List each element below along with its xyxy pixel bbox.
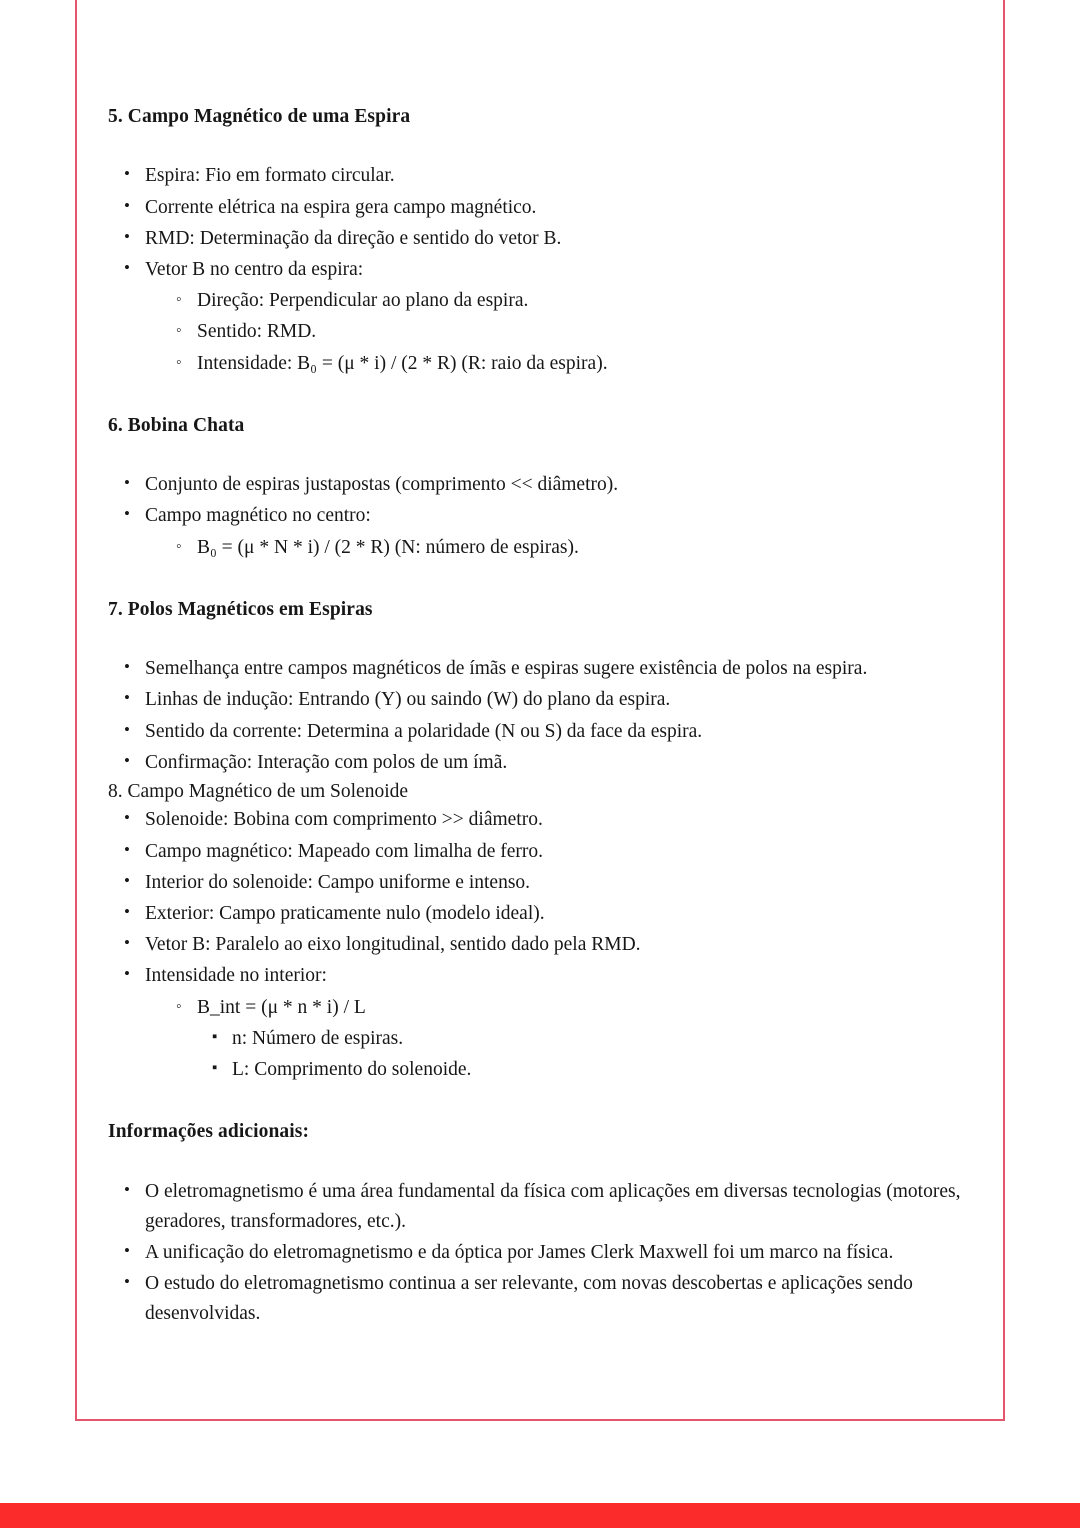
list-item: • Vetor B no centro da espira: [108, 255, 973, 285]
list-item: • Campo magnético: Mapeado com limalha de ferro. [108, 837, 973, 867]
bottom-red-bar [0, 1503, 1080, 1528]
list-item: ◦ Sentido: RMD. [162, 317, 973, 347]
section-8-subsublist [198, 1024, 973, 1085]
list-item: ▪ n: Número de espiras. [198, 1024, 973, 1054]
list-item: • Confirmação: Interação com polos de um ímã. [108, 748, 973, 778]
document-content [108, 104, 973, 1331]
section-8-sublist [162, 993, 973, 1086]
spacer [108, 439, 973, 470]
section-8-list [108, 805, 973, 1085]
list-item: • RMD: Determinação da direção e sentido do vetor B. [108, 224, 973, 254]
section-heading-6: 6. Bobina Chata [108, 414, 245, 436]
section-7-list [108, 654, 973, 778]
list-item: ◦ Direção: Perpendicular ao plano da espira. [162, 286, 973, 316]
list-item: • O estudo do eletromagnetismo continua a ser relevante, com novas descobertas e aplicações sendo desenvolvidas. [108, 1269, 965, 1329]
spacer [108, 1086, 973, 1119]
list-item: • Sentido da corrente: Determina a polaridade (N ou S) da face da espira. [108, 717, 973, 747]
section-6-list [108, 470, 973, 563]
section-heading-additional-info: Informações adicionais: [108, 1121, 310, 1143]
list-item-formula: ◦ B_int = (μ * n * i) / L [162, 993, 973, 1023]
spacer [108, 130, 973, 161]
list-item: • Semelhança entre campos magnéticos de ímãs e espiras sugere existência de polos na espira. [108, 654, 965, 684]
section-heading-7: 7. Polos Magnéticos em Espiras [108, 598, 373, 620]
spacer [108, 1146, 973, 1177]
list-item: • A unificação do eletromagnetismo e da óptica por James Clerk Maxwell foi um marco na física. [108, 1238, 973, 1268]
list-item: • Espira: Fio em formato circular. [108, 161, 973, 191]
list-item: • Conjunto de espiras justapostas (comprimento << diâmetro). [108, 470, 973, 500]
section-heading-5: 5. Campo Magnético de uma Espira [108, 106, 411, 127]
list-item-formula: ◦ Intensidade: B₀ = (μ * i) / (2 * R) (R: raio da espira). [162, 349, 973, 379]
list-item: • Vetor B: Paralelo ao eixo longitudinal, sentido dado pela RMD. [108, 930, 973, 960]
section-5-list [108, 161, 973, 379]
list-item: • Intensidade no interior: [108, 961, 973, 991]
list-item: • Interior do solenoide: Campo uniforme e intenso. [108, 868, 973, 898]
list-item: • O eletromagnetismo é uma área fundamental da física com aplicações em diversas tecnologias (motores, geradores, transformadores, etc.). [108, 1177, 965, 1237]
list-item: • Exterior: Campo praticamente nulo (modelo ideal). [108, 899, 973, 929]
list-item: • Linhas de indução: Entrando (Y) ou saindo (W) do plano da espira. [108, 685, 973, 715]
list-item: ▪ L: Comprimento do solenoide. [198, 1055, 973, 1085]
section-5-sublist [162, 286, 973, 379]
section-heading-8: 8. Campo Magnético de um Solenoide [108, 781, 409, 802]
list-item-formula: ◦ B₀ = (μ * N * i) / (2 * R) (N: número de espiras). [162, 533, 973, 563]
list-item: • Corrente elétrica na espira gera campo magnético. [108, 193, 973, 223]
spacer [108, 564, 973, 597]
list-item: • Campo magnético no centro: [108, 501, 973, 531]
spacer [108, 380, 973, 413]
section-6-sublist [162, 533, 973, 563]
list-item: • Solenoide: Bobina com comprimento >> diâmetro. [108, 805, 973, 835]
spacer [108, 623, 973, 654]
additional-info-list [108, 1177, 973, 1330]
